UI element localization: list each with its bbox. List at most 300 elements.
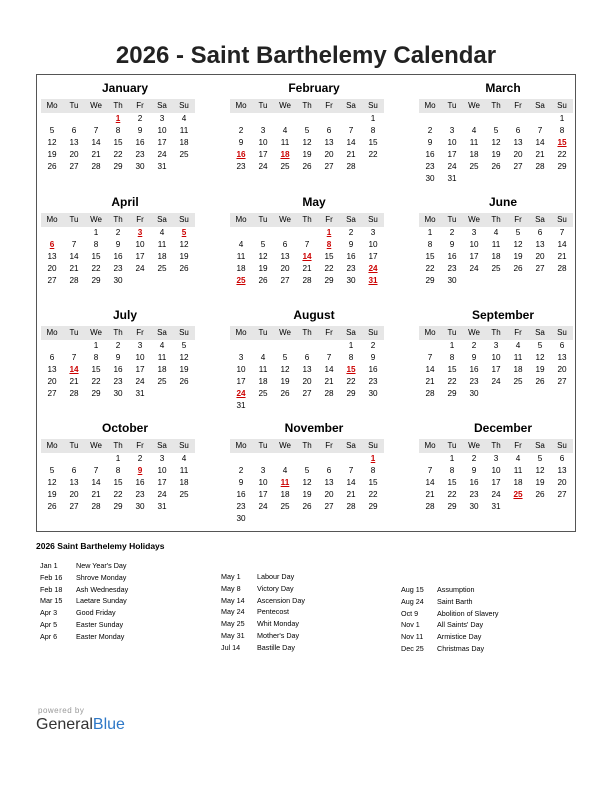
day-cell: 18: [513, 478, 523, 487]
day-cell: 27: [280, 276, 290, 285]
day-cell: 17: [258, 490, 268, 499]
day-cell: [340, 453, 362, 465]
weekday-label: Su: [557, 328, 567, 337]
day-cell: 26: [535, 490, 545, 499]
holiday-entry: [221, 571, 377, 583]
day-cell: 3: [260, 126, 266, 135]
weekday-label: Fr: [136, 215, 144, 224]
day-cell: [296, 227, 318, 239]
week-row: [419, 376, 573, 388]
day-cell: 11: [157, 353, 167, 362]
week-row: [41, 227, 195, 239]
day-cell: 12: [302, 138, 312, 147]
day-cell: 10: [491, 353, 501, 362]
day-cell: 20: [557, 478, 567, 487]
day-cell: 2: [427, 126, 433, 135]
week-row: [230, 513, 384, 525]
day-cell: 24: [469, 264, 479, 273]
day-cell: 17: [135, 252, 145, 261]
weekday-label: Fr: [136, 101, 144, 110]
day-cell: 29: [113, 502, 123, 511]
month-november: [230, 421, 384, 525]
day-cell: 10: [157, 126, 167, 135]
week-row: [230, 501, 384, 513]
day-cell: 26: [302, 162, 312, 171]
holiday-entry: [401, 631, 557, 643]
holiday-date: Mar 15: [40, 596, 63, 606]
day-cell: 10: [135, 240, 145, 249]
day-cell: 1: [559, 114, 565, 123]
day-cell: 6: [71, 466, 77, 475]
day-cell: 27: [302, 389, 312, 398]
day-cell: 21: [425, 490, 435, 499]
day-cell: 9: [427, 138, 433, 147]
day-cell: [340, 513, 362, 525]
day-cell: 7: [348, 466, 354, 475]
day-cell: 27: [69, 502, 79, 511]
day-cell: 2: [238, 466, 244, 475]
day-cell: 19: [47, 490, 57, 499]
week-row: [41, 137, 195, 149]
day-cell: 26: [535, 377, 545, 386]
day-cell: 15: [91, 252, 101, 261]
day-cell: 23: [368, 377, 378, 386]
day-cell: 18: [157, 365, 167, 374]
day-cell: [274, 400, 296, 412]
day-cell: 25: [179, 490, 189, 499]
day-cell: 17: [135, 365, 145, 374]
weekday-label: Th: [113, 328, 123, 337]
day-cell: 13: [47, 252, 57, 261]
day-cell: 14: [346, 478, 356, 487]
weekday-label: We: [468, 328, 480, 337]
holiday-date: Apr 5: [40, 619, 58, 629]
day-cell: 27: [557, 377, 567, 386]
day-cell: 5: [304, 126, 310, 135]
holiday-name: Good Friday: [76, 608, 116, 618]
weekday-label: Sa: [535, 215, 545, 224]
day-cell: 14: [425, 365, 435, 374]
day-cell: 1: [427, 228, 433, 237]
holiday-entry: [221, 642, 377, 654]
holiday-column: [40, 560, 196, 643]
weekday-label: Su: [557, 441, 567, 450]
week-row: [230, 263, 384, 275]
holiday-date: Nov 1: [401, 620, 420, 630]
weekday-label: Tu: [258, 215, 268, 224]
day-cell: 22: [346, 377, 356, 386]
day-cell: 4: [181, 114, 187, 123]
holiday-date: May 31: [221, 630, 245, 640]
day-cell: 7: [71, 353, 77, 362]
day-cell: 18: [280, 490, 290, 499]
day-cell: [151, 275, 173, 287]
day-cell: 14: [91, 478, 101, 487]
day-cell: 30: [113, 389, 123, 398]
day-cell: 14: [324, 365, 334, 374]
day-cell: 10: [258, 478, 268, 487]
day-cell: [274, 340, 296, 352]
day-cell: 26: [47, 162, 57, 171]
day-cell: 7: [326, 353, 332, 362]
day-cell: [340, 113, 362, 125]
day-cell: 21: [324, 377, 334, 386]
holiday-day-cell: 3: [137, 228, 143, 237]
day-cell: 8: [348, 353, 354, 362]
day-cell: [551, 388, 573, 400]
week-row: [41, 489, 195, 501]
day-cell: [318, 453, 340, 465]
day-cell: 10: [236, 365, 246, 374]
day-cell: [318, 400, 340, 412]
day-cell: 22: [447, 377, 457, 386]
day-cell: [441, 113, 463, 125]
day-cell: 10: [258, 138, 268, 147]
week-row: [230, 251, 384, 263]
day-cell: 1: [115, 454, 121, 463]
month-name: September: [471, 308, 535, 322]
day-cell: 14: [69, 252, 79, 261]
week-row: [419, 263, 573, 275]
day-cell: 15: [91, 365, 101, 374]
week-row: [419, 239, 573, 251]
day-cell: 7: [93, 126, 99, 135]
holiday-entry: [221, 618, 377, 630]
day-cell: 10: [368, 240, 378, 249]
day-cell: 4: [282, 466, 288, 475]
week-row: [41, 340, 195, 352]
day-cell: 19: [179, 365, 189, 374]
day-cell: 25: [157, 377, 167, 386]
day-cell: 10: [469, 240, 479, 249]
weekday-label: Sa: [157, 215, 167, 224]
month-name: March: [485, 81, 521, 95]
holiday-name: Easter Monday: [76, 631, 125, 641]
day-cell: 22: [91, 264, 101, 273]
weekday-header: [41, 439, 195, 453]
day-cell: 14: [535, 138, 545, 147]
day-cell: 19: [302, 150, 312, 159]
day-cell: [463, 113, 485, 125]
month-june: [419, 195, 573, 287]
day-cell: [85, 113, 107, 125]
week-row: [41, 376, 195, 388]
day-cell: 12: [513, 240, 523, 249]
weekday-label: Sa: [346, 328, 356, 337]
day-cell: 29: [447, 389, 457, 398]
holiday-name: New Year's Day: [76, 561, 127, 570]
day-cell: 30: [469, 389, 479, 398]
weekday-label: Sa: [346, 441, 356, 450]
day-cell: [318, 113, 340, 125]
day-cell: 21: [91, 490, 101, 499]
weekday-label: Mo: [424, 101, 436, 110]
day-cell: 11: [179, 466, 189, 475]
day-cell: 13: [535, 240, 545, 249]
day-cell: 20: [47, 377, 57, 386]
week-row: [41, 352, 195, 364]
day-cell: 27: [513, 162, 523, 171]
day-cell: [274, 453, 296, 465]
day-cell: 27: [557, 490, 567, 499]
day-cell: 6: [71, 126, 77, 135]
day-cell: 14: [425, 478, 435, 487]
day-cell: 23: [113, 264, 123, 273]
day-cell: 3: [260, 466, 266, 475]
weekday-header: [41, 99, 195, 113]
day-cell: 10: [491, 466, 501, 475]
day-cell: [362, 161, 384, 173]
holiday-day-cell: 6: [49, 240, 55, 249]
day-cell: 4: [238, 240, 244, 249]
day-cell: [507, 173, 529, 185]
holiday-day-cell: 24: [236, 389, 246, 398]
day-cell: 9: [471, 353, 477, 362]
day-cell: 17: [491, 478, 501, 487]
day-cell: 29: [91, 389, 101, 398]
day-cell: [173, 275, 195, 287]
weekday-header: [230, 213, 384, 227]
holiday-day-cell: 1: [326, 228, 332, 237]
day-cell: 10: [447, 138, 457, 147]
day-cell: 15: [447, 478, 457, 487]
weekday-label: Th: [302, 215, 312, 224]
week-row: [419, 477, 573, 489]
day-cell: 24: [258, 502, 268, 511]
day-cell: 28: [91, 162, 101, 171]
day-cell: 15: [425, 252, 435, 261]
day-cell: [551, 275, 573, 287]
week-row: [419, 352, 573, 364]
day-cell: [296, 400, 318, 412]
day-cell: 29: [557, 162, 567, 171]
day-cell: 26: [513, 264, 523, 273]
day-cell: 25: [157, 264, 167, 273]
day-cell: 31: [236, 401, 246, 410]
month-name: December: [473, 421, 533, 435]
weekday-label: We: [90, 101, 102, 110]
day-cell: [274, 227, 296, 239]
weekday-label: Th: [302, 101, 312, 110]
day-cell: 16: [236, 490, 246, 499]
day-cell: 7: [559, 228, 565, 237]
day-cell: 14: [557, 240, 567, 249]
day-cell: 16: [368, 365, 378, 374]
day-cell: [485, 113, 507, 125]
day-cell: 11: [491, 240, 501, 249]
holiday-day-cell: 5: [181, 228, 187, 237]
weekday-label: Fr: [136, 441, 144, 450]
day-cell: 8: [449, 353, 455, 362]
day-cell: 8: [93, 240, 99, 249]
holiday-day-cell: 15: [557, 138, 567, 147]
weekday-label: Th: [302, 441, 312, 450]
weekday-label: Tu: [447, 215, 457, 224]
holiday-date: May 25: [221, 619, 245, 629]
day-cell: 15: [324, 252, 334, 261]
week-row: [41, 364, 195, 376]
logo-general: General: [36, 716, 93, 733]
holiday-date: May 24: [221, 607, 245, 617]
day-cell: 13: [47, 365, 57, 374]
week-row: [419, 275, 573, 287]
day-cell: 17: [447, 150, 457, 159]
weekday-label: Sa: [535, 441, 545, 450]
day-cell: 1: [370, 114, 376, 123]
day-cell: 6: [515, 126, 521, 135]
week-row: [230, 352, 384, 364]
day-cell: 10: [157, 466, 167, 475]
weekday-label: Su: [557, 215, 567, 224]
day-cell: 19: [47, 150, 57, 159]
day-cell: 5: [537, 341, 543, 350]
day-cell: 30: [447, 276, 457, 285]
weekday-label: Sa: [346, 101, 356, 110]
week-row: [419, 251, 573, 263]
day-cell: 2: [348, 228, 354, 237]
day-cell: 25: [258, 389, 268, 398]
day-cell: 21: [91, 150, 101, 159]
weekday-label: Fr: [514, 215, 522, 224]
week-row: [230, 275, 384, 287]
weekday-label: Mo: [46, 328, 58, 337]
day-cell: [551, 173, 573, 185]
day-cell: 15: [113, 138, 123, 147]
day-cell: 11: [280, 138, 290, 147]
day-cell: 19: [535, 365, 545, 374]
day-cell: [230, 340, 252, 352]
day-cell: [318, 513, 340, 525]
powered-by-text: powered by: [38, 706, 85, 715]
holiday-day-cell: 18: [280, 150, 290, 159]
week-row: [419, 489, 573, 501]
day-cell: 26: [47, 502, 57, 511]
day-cell: 6: [326, 466, 332, 475]
day-cell: 11: [513, 466, 523, 475]
week-row: [41, 388, 195, 400]
day-cell: 9: [471, 466, 477, 475]
holiday-day-cell: 16: [236, 150, 246, 159]
generalblue-logo[interactable]: [36, 716, 125, 734]
weekday-label: Su: [179, 101, 189, 110]
day-cell: 2: [137, 454, 143, 463]
day-cell: 28: [346, 162, 356, 171]
day-cell: 15: [113, 478, 123, 487]
week-row: [41, 263, 195, 275]
week-row: [230, 340, 384, 352]
day-cell: [252, 113, 274, 125]
weekday-label: Tu: [447, 441, 457, 450]
day-cell: 24: [491, 377, 501, 386]
weekday-label: Mo: [235, 441, 247, 450]
weekday-label: Sa: [157, 328, 167, 337]
weekday-label: Su: [179, 441, 189, 450]
day-cell: 23: [469, 490, 479, 499]
day-cell: 3: [471, 228, 477, 237]
weekday-label: We: [90, 441, 102, 450]
weekday-label: We: [90, 215, 102, 224]
week-row: [41, 477, 195, 489]
week-row: [41, 125, 195, 137]
day-cell: 9: [370, 353, 376, 362]
day-cell: 26: [280, 389, 290, 398]
day-cell: 13: [324, 478, 334, 487]
weekday-label: Th: [113, 215, 123, 224]
day-cell: 6: [559, 454, 565, 463]
day-cell: 25: [280, 502, 290, 511]
day-cell: 15: [368, 478, 378, 487]
day-cell: 1: [93, 228, 99, 237]
weekday-header: [230, 99, 384, 113]
holiday-day-cell: 8: [326, 240, 332, 249]
weekday-label: Tu: [258, 328, 268, 337]
day-cell: 23: [469, 377, 479, 386]
holiday-date: Feb 16: [40, 572, 63, 582]
day-cell: 9: [449, 240, 455, 249]
day-cell: [362, 513, 384, 525]
week-row: [230, 239, 384, 251]
day-cell: 20: [324, 490, 334, 499]
holiday-date: May 14: [221, 595, 245, 605]
day-cell: [296, 513, 318, 525]
weekday-label: Tu: [69, 441, 79, 450]
day-cell: 3: [238, 353, 244, 362]
day-cell: 9: [137, 126, 143, 135]
day-cell: 28: [535, 162, 545, 171]
day-cell: 23: [346, 264, 356, 273]
week-row: [230, 161, 384, 173]
day-cell: 25: [513, 377, 523, 386]
holiday-date: Apr 3: [40, 608, 58, 618]
day-cell: [63, 227, 85, 239]
week-row: [419, 113, 573, 125]
week-row: [41, 239, 195, 251]
weekday-label: Tu: [69, 215, 79, 224]
weekday-label: Sa: [157, 441, 167, 450]
day-cell: 21: [535, 150, 545, 159]
day-cell: 19: [302, 490, 312, 499]
day-cell: 22: [368, 490, 378, 499]
weekday-label: Mo: [235, 215, 247, 224]
day-cell: 9: [238, 138, 244, 147]
month-may: [230, 195, 384, 287]
week-row: [41, 251, 195, 263]
week-row: [419, 161, 573, 173]
holiday-name: Ash Wednesday: [76, 584, 129, 594]
day-cell: 20: [557, 365, 567, 374]
day-cell: 21: [69, 377, 79, 386]
day-cell: 4: [159, 228, 165, 237]
holiday-name: Ascension Day: [257, 595, 305, 605]
holiday-column: [221, 571, 377, 654]
day-cell: [41, 227, 63, 239]
day-cell: 29: [368, 502, 378, 511]
day-cell: 29: [324, 276, 334, 285]
day-cell: 19: [491, 150, 501, 159]
day-cell: [340, 400, 362, 412]
month-name: April: [111, 195, 139, 209]
week-row: [41, 465, 195, 477]
day-cell: 22: [324, 264, 334, 273]
holiday-day-cell: 14: [302, 252, 312, 261]
holiday-day-cell: 1: [370, 454, 376, 463]
weekday-label: Su: [179, 328, 189, 337]
day-cell: 31: [491, 502, 501, 511]
month-name: July: [112, 308, 137, 322]
week-row: [230, 453, 384, 465]
day-cell: 10: [135, 353, 145, 362]
day-cell: 12: [258, 252, 268, 261]
